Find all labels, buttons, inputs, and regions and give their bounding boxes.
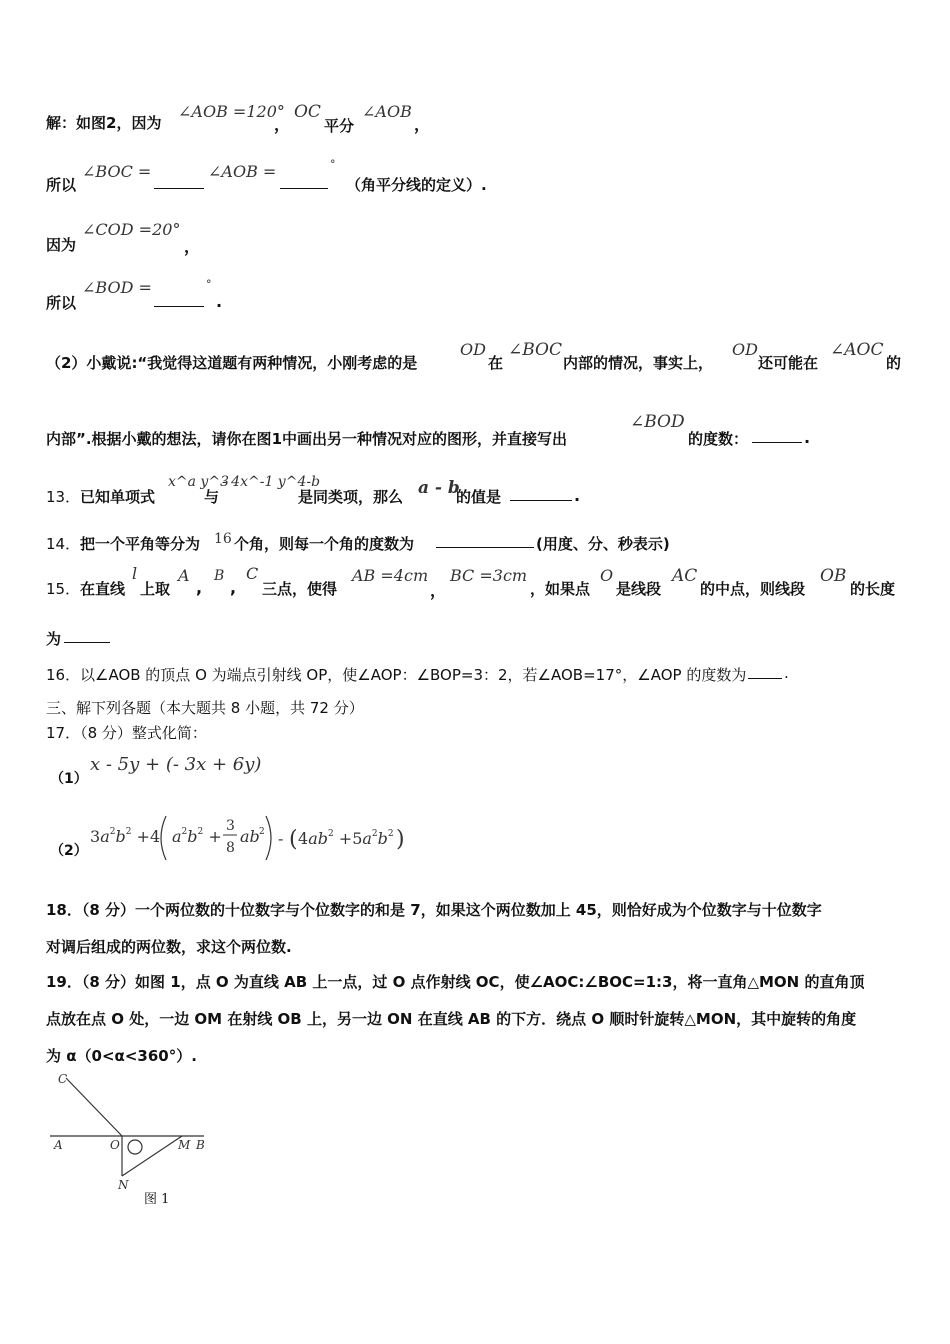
comma: ， <box>414 115 431 134</box>
math-ac: AC <box>672 566 698 586</box>
text: 所以 <box>46 176 77 194</box>
text: 是同类项，那么 <box>298 488 404 506</box>
question-number: 16． <box>46 666 81 684</box>
math-expression-1: x - 5y + (- 3x + 6y) <box>90 754 262 775</box>
text: 在 <box>488 354 504 372</box>
svg-text:): ) <box>396 827 405 852</box>
solution-line-1 <box>46 112 161 133</box>
math-angle-boc: ∠BOC <box>508 340 562 360</box>
svg-text:2: 2 <box>259 827 265 837</box>
question-19-line-3: 为 α（0<α<360°）. <box>46 1047 197 1065</box>
answer-blank <box>64 628 110 643</box>
text: 在直线 <box>80 580 126 598</box>
figure-1-diagram <box>46 1068 216 1208</box>
text: 已知单项式 <box>80 488 156 506</box>
number: 2 <box>106 114 117 132</box>
text: 把一个平角等分为 <box>80 535 201 553</box>
period: . <box>574 486 581 505</box>
period: . <box>804 428 811 447</box>
math-od: OD <box>732 340 758 359</box>
text: 的值是 <box>456 488 502 506</box>
comma: ， <box>274 115 291 134</box>
text: ，因为 <box>116 114 162 132</box>
comma: ， <box>184 237 201 256</box>
svg-text:a2b2 +: $a^2b^2$ + <box>172 827 222 846</box>
math-expression-2 <box>86 810 416 866</box>
math-angle-aob: ∠AOB = <box>208 162 277 181</box>
text: 与 <box>204 488 220 506</box>
text: 内部”.根据小戴的想法，请你在图 <box>46 430 272 448</box>
number: 1 <box>271 430 282 448</box>
math-od: OD <box>460 340 486 359</box>
answer-blank <box>154 174 204 189</box>
label-o: O <box>110 1138 120 1152</box>
period: . <box>784 664 789 682</box>
label-b: B <box>196 1138 205 1152</box>
section-title: 三、解下列各题（本大题共 8 小题，共 72 分） <box>46 699 364 717</box>
text: ，如果点 <box>530 580 591 598</box>
question-18-line-2: 对调后组成的两位数，求这个两位数. <box>46 938 292 956</box>
answer-blank <box>280 174 328 189</box>
question-17-heading <box>46 722 207 743</box>
text: 的度数： <box>688 430 749 448</box>
label-a: A <box>54 1138 63 1152</box>
text: 解：如图 <box>46 114 107 132</box>
score: （8 分） <box>81 973 136 991</box>
answer-blank <box>436 533 534 548</box>
math-angle-aoc: ∠AOC <box>830 340 884 360</box>
degree: ° <box>206 278 212 291</box>
math-monomial-1: x^a y^3 <box>168 474 229 490</box>
svg-text:3: 3 <box>226 818 235 834</box>
answer-blank <box>752 428 802 443</box>
question-number: 13． <box>46 488 81 506</box>
text: 如图 1，点 O 为直线 AB 上一点，过 O 点作射线 OC，使∠AOC:∠BOC=1:3，将一直角△MON 的直角顶 <box>135 973 865 991</box>
question-16-text: 以∠AOB 的顶点 O 为端点引射线 OP，使∠AOP：∠BOP=3：2，若∠AOB=17°，∠AOP 的度数为 <box>80 666 747 684</box>
text: 平分 <box>324 117 355 135</box>
answer-blank <box>154 292 204 307</box>
question-19-line-1 <box>46 971 864 992</box>
math-angle-bod: ∠BOD = <box>82 278 152 297</box>
score: （8 分） <box>80 724 132 742</box>
text: 的长度 <box>850 580 896 598</box>
svg-text:-: - <box>278 829 284 848</box>
score: （8 分） <box>81 901 136 919</box>
text: 的 <box>886 354 902 372</box>
text: 整式化简： <box>131 724 207 742</box>
answer-blank <box>510 486 572 501</box>
text: 是线段 <box>616 580 662 598</box>
solution-line-3 <box>46 234 76 255</box>
math-angle-bod: ∠BOD <box>630 412 685 432</box>
math-ab-length: AB =4cm <box>352 566 429 585</box>
question-number: 19． <box>46 973 82 991</box>
text: 所以 <box>46 294 77 312</box>
math-angle-boc: ∠BOC = <box>82 162 152 181</box>
math-angle-aob: ∠AOB <box>362 102 412 121</box>
question-19-line-2: 点放在点 O 处，一边 OM 在射线 OB 上，另一边 ON 在直线 AB 的下方．绕点 O 顺时针旋转△MON，其中旋转的角度 <box>46 1010 857 1028</box>
question-18-line-1 <box>46 899 822 920</box>
text: 上取 <box>140 580 171 598</box>
solution-line-2 <box>46 174 76 195</box>
math-16: 16 <box>214 531 232 547</box>
part-label: （1） <box>50 771 88 787</box>
part2-line-2 <box>46 428 567 449</box>
solution-line-4 <box>46 292 76 313</box>
math-a-minus-b: a - b <box>418 478 460 498</box>
math-c: C <box>246 564 259 583</box>
svg-text:(: ( <box>289 827 298 852</box>
label-c: C <box>58 1072 68 1086</box>
math-angle-cod: ∠COD =20° <box>82 220 181 239</box>
question-number: 14． <box>46 535 81 553</box>
text: 三点，使得 <box>262 580 338 598</box>
text: 一个两位数的十位数字与个位数字的和是 7，如果这个两位数加上 45，则恰好成为个位数字与十位数字 <box>135 901 822 919</box>
text: （2）小戴说:“我觉得这道题有两种情况，小刚考虑的是 <box>46 354 418 372</box>
period: . <box>216 292 223 311</box>
text: 内部的情况，事实上， <box>563 354 714 372</box>
math-bc-length: BC =3cm <box>450 566 528 585</box>
svg-text:8: 8 <box>226 840 235 856</box>
text: 还可能在 <box>758 354 819 372</box>
text: (用度、分、秒表示) <box>536 535 670 553</box>
math-a: A <box>178 566 190 585</box>
text: 的中点，则线段 <box>700 580 806 598</box>
figure-caption: 图 1 <box>144 1192 170 1207</box>
text: 个角，则每一个角的度数为 <box>234 535 415 553</box>
figure-1 <box>46 1068 216 1208</box>
question-number: 18． <box>46 901 82 919</box>
degree: ° <box>330 158 336 171</box>
math-o: O <box>600 566 614 585</box>
text: 为 <box>46 630 62 648</box>
svg-text:4ab2 +5a2b2: $4ab^2 +5a^2b^2$ <box>298 829 394 848</box>
text: （角平分线的定义）. <box>346 176 487 194</box>
question-number: 15． <box>46 580 81 598</box>
label-n: N <box>118 1178 129 1192</box>
answer-blank <box>748 664 782 679</box>
math-angle-aob: ∠AOB =120° <box>178 102 285 121</box>
math-b: B <box>214 568 225 584</box>
question-number: 17． <box>46 724 81 742</box>
svg-text:ab: ab <box>240 827 260 846</box>
text: 因为 <box>46 236 77 254</box>
math-monomial-2: - 4x^-1 y^4-b <box>222 474 321 490</box>
svg-text:3a2b2 +4: $3a^2b^2 +4$ <box>90 827 161 846</box>
label-m: M <box>178 1138 191 1152</box>
math-ob: OB <box>820 566 847 586</box>
math-oc: OC <box>294 102 321 122</box>
math-l: l <box>132 564 138 583</box>
text: 中画出另一种情况对应的图形，并直接写出 <box>282 430 568 448</box>
part-label: （2） <box>50 843 88 859</box>
